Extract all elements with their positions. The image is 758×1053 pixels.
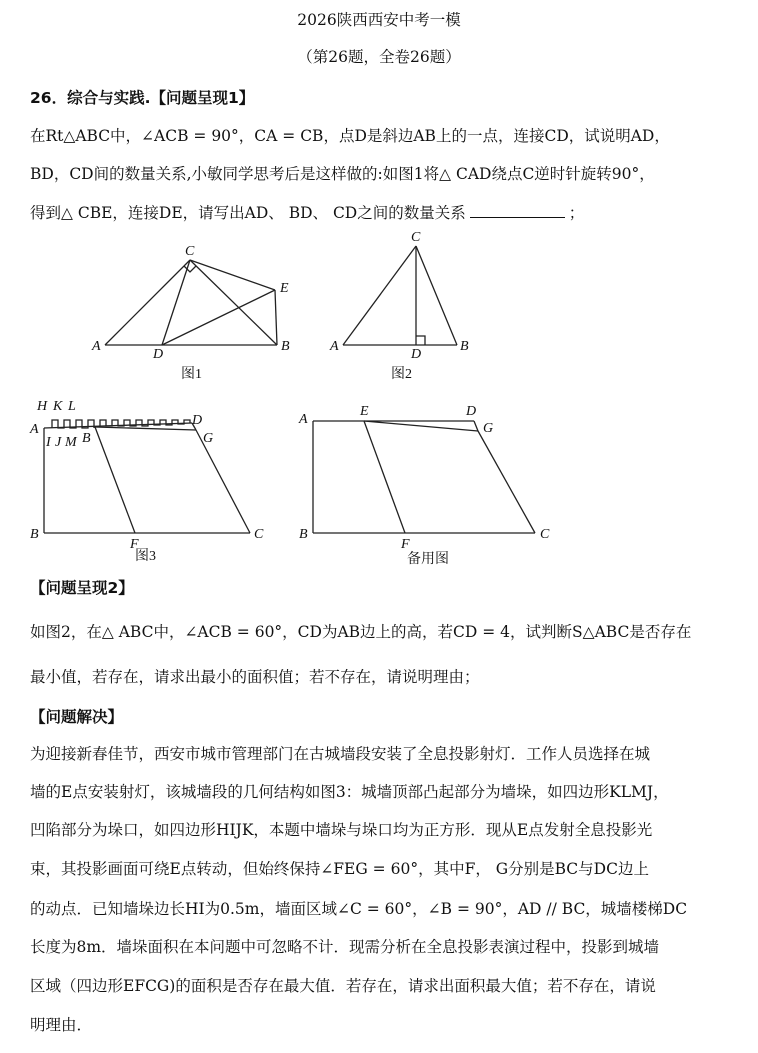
fig3-label-b: B <box>30 527 39 542</box>
fig3-label-f: F <box>130 537 139 552</box>
fig1-label-b: B <box>281 339 290 354</box>
problem-text-line: 束，其投影画面可绕E点转动，但始终保持∠FEG = 60°，其中F， G分别是BC与DC边上 <box>30 860 649 878</box>
fig3-label-a: A <box>30 422 39 437</box>
spare-label-f: F <box>401 537 410 552</box>
fig2-label-b: B <box>460 339 469 354</box>
fig3-label-h: H <box>37 399 48 414</box>
page-title: 2026陕西西安中考一模 <box>297 11 461 29</box>
fig2-caption: 图2 <box>391 367 412 382</box>
fig1-label-c: C <box>185 244 195 259</box>
problem-text-line: 明理由． <box>30 1016 93 1034</box>
fig3-caption: 图3 <box>135 549 156 564</box>
spare-label-d: D <box>466 404 477 419</box>
fig3-label-j: J <box>55 435 62 450</box>
problem-heading: 26．综合与实践.【问题呈现1】 <box>30 89 255 107</box>
section-heading-2: 【问题呈现2】 <box>30 579 134 597</box>
fig3-label-g: G <box>203 431 214 446</box>
problem-text-line: 为迎接新春佳节，西安市城市管理部门在古城墙段安装了全息投影射灯．工作人员选择在城 <box>30 745 651 763</box>
problem-text-line: 墙的E点安装射灯，该城墙段的几何结构如图3：城墙顶部凸起部分为墙垛，如四边形KLMJ， <box>30 783 669 801</box>
problem-text-line: 如图2，在△ ABC中，∠ACB = 60°，CD为AB边上的高，若CD = 4，试判断S△ABC是否存在 <box>30 623 692 641</box>
problem-text-line: 最小值，若存在，请求出最小的面积值；若不存在，请说明理由； <box>30 668 480 686</box>
spare-caption: 备用图 <box>407 552 449 567</box>
spare-segment-ef <box>364 421 405 533</box>
spare-label-a: A <box>299 412 308 427</box>
fig3-label-e: B <box>82 431 91 446</box>
spare-segment-eg <box>364 421 478 431</box>
problem-text-line: 凹陷部分为垛口，如四边形HIJK，本题中墙垛与垛口均为正方形．现从E点发射全息投影光 <box>30 821 653 839</box>
problem-text-line: 在Rt△ABC中，∠ACB = 90°，CA = CB，点D是斜边AB上的一点，连接CD，试说明AD， <box>30 127 670 145</box>
page-subtitle: （第26题，全卷26题） <box>297 48 461 66</box>
fig1-label-d: D <box>153 347 164 362</box>
spare-label-e: E <box>360 404 369 419</box>
problem-text-line: 的动点．已知墙垛边长HI为0.5m，墙面区域∠C = 60°，∠B = 90°，AD // BC，城墙楼梯DC <box>30 900 688 918</box>
fig1-label-e: E <box>280 281 289 296</box>
problem-text-line: BD，CD间的数量关系,小敏同学思考后是这样做的:如图1将△ CAD绕点C逆时针旋转90°， <box>30 165 655 183</box>
fig2-label-c: C <box>411 230 421 245</box>
spare-segment-dg <box>474 421 478 431</box>
fig3-label-l: L <box>68 399 76 414</box>
problem-text-line: 区域（四边形EFCG)的面积是否存在最大值．若存在，请求出面积最大值；若不存在，请说 <box>30 977 656 995</box>
fig2-label-a: A <box>330 339 339 354</box>
fig3-label-k: K <box>53 399 63 414</box>
spare-segment-gc <box>478 431 535 533</box>
fig1-label-a: A <box>92 339 101 354</box>
fig3-label-d: D <box>192 413 203 428</box>
spare-label-b: B <box>299 527 308 542</box>
problem-text-segment: 得到△ CBE，连接DE，请写出AD、 BD、 CD之间的数量关系 <box>30 204 466 222</box>
section-heading-3: 【问题解决】 <box>30 708 124 726</box>
fig2-label-d: D <box>411 347 422 362</box>
fig3-label-i: I <box>46 435 51 450</box>
fig3-label-m: M <box>65 435 77 450</box>
spare-label-g: G <box>483 421 494 436</box>
problem-text-segment: ； <box>568 204 585 222</box>
fig1-caption: 图1 <box>181 367 202 382</box>
fig3-label-c: C <box>254 527 264 542</box>
problem-text-line: 长度为8m．墙垛面积在本问题中可忽略不计．现需分析在全息投影表演过程中，投影到城墙 <box>30 938 660 956</box>
spare-label-c: C <box>540 527 550 542</box>
